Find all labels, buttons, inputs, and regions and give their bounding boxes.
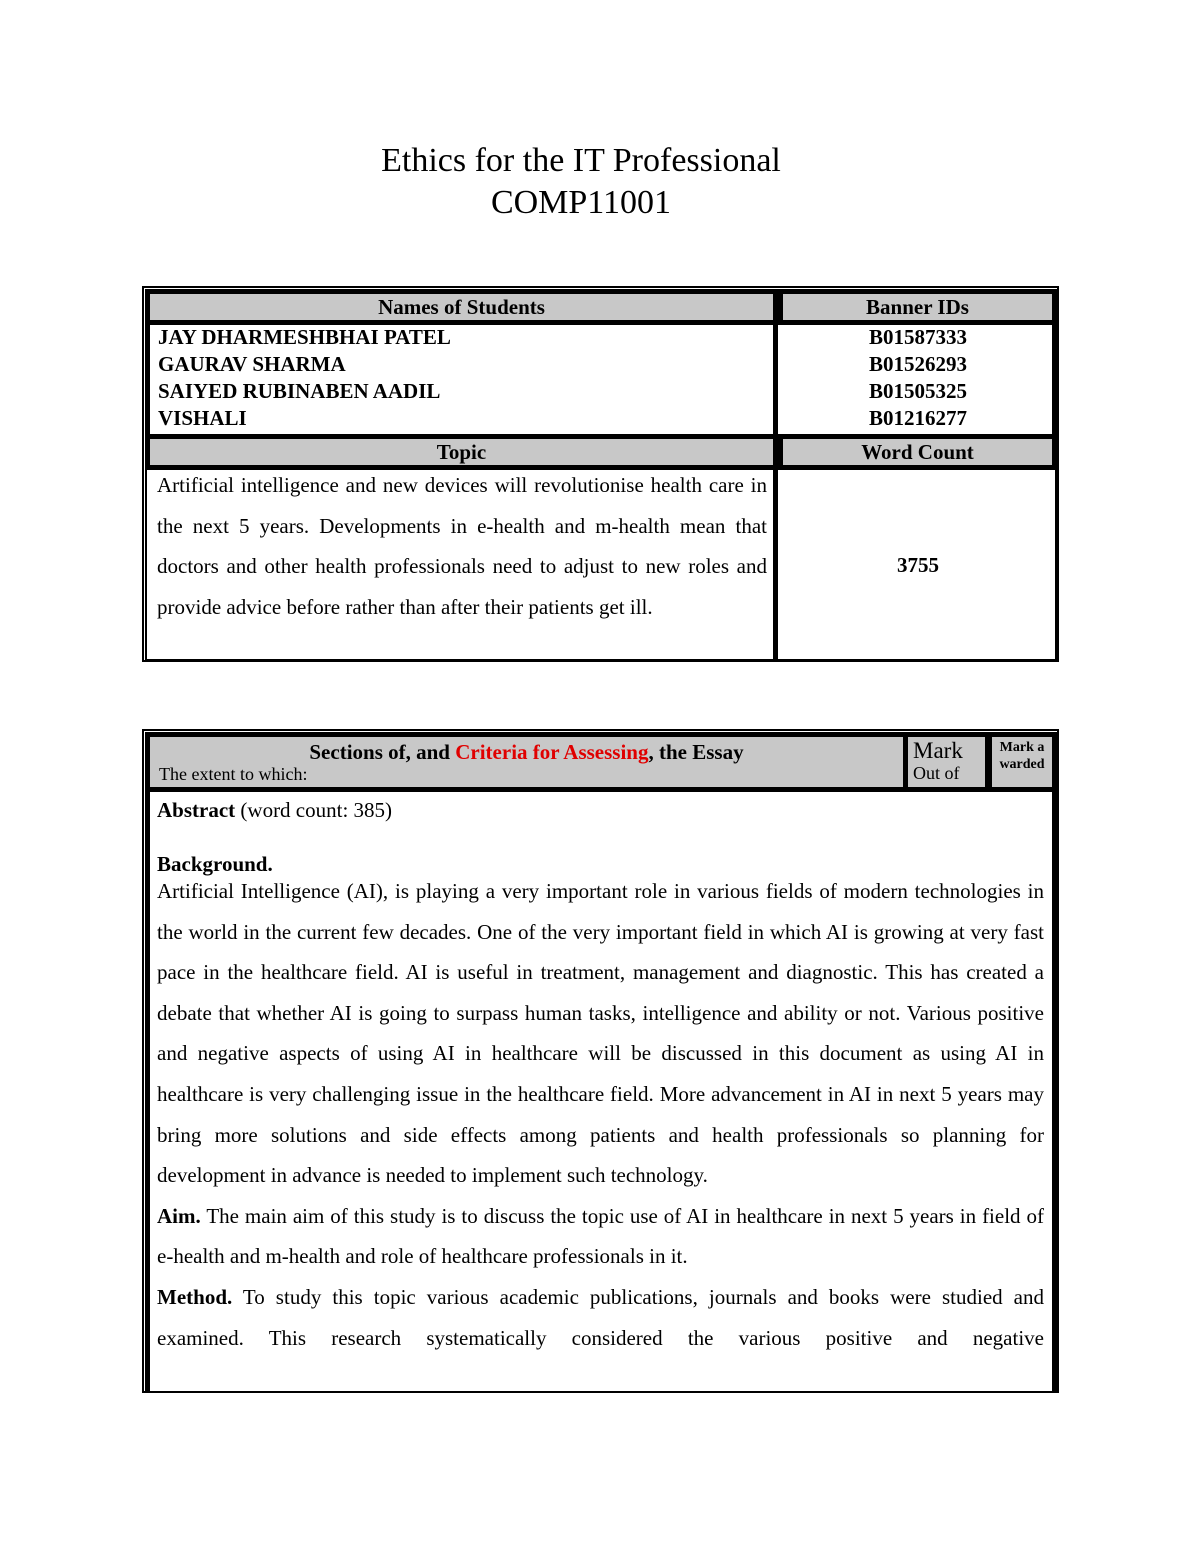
student-name: JAY DHARMESHBHAI PATEL: [158, 325, 451, 349]
abstract-heading: [157, 796, 1044, 824]
abstract-label: Abstract: [157, 798, 236, 822]
wordcount-header-label: Word Count: [861, 440, 974, 464]
banner-id: B01587333: [868, 325, 967, 349]
student-name: VISHALI: [158, 406, 247, 430]
out-of-label: Out of: [913, 763, 960, 783]
criteria-header: [145, 732, 908, 792]
criteria-subheader: The extent to which:: [159, 764, 308, 784]
student-name: GAURAV SHARMA: [158, 352, 346, 376]
course-code: COMP11001: [490, 184, 672, 221]
aim-paragraph: [157, 1196, 1044, 1277]
background-paragraph: Artificial Intelligence (AI), is playing a very important role in various fields of modern technologies in the world in the current few decades. One of the very important field in which AI is growing at very fast pace in the healthcare field. AI is useful in treatment, management and diagnostic. This has created a debate that whether AI is going to surpass human tasks, intelligence and ability or not. Various positive and negative aspects of using AI in healthcare will be discussed in this document as using AI in healthcare is very challenging issue in the healthcare field. More advancement in AI in next 5 years may bring more solutions and side effects among patients and health professionals so planning for development in advance is needed to implement such technology.: [157, 879, 1044, 1188]
document-title-block: [0, 140, 1162, 224]
document-title: Ethics for the IT Professional: [381, 142, 781, 179]
student-names: [148, 324, 784, 432]
mark-header: [908, 732, 990, 792]
student-name: SAIYED RUBINABEN AADIL: [158, 379, 441, 403]
method-paragraph: [157, 1277, 1044, 1358]
awarded-label: Mark awarded: [999, 740, 1045, 772]
ids-header-label: Banner IDs: [866, 295, 969, 319]
aim-text: The main aim of this study is to discuss the topic use of AI in healthcare in next 5 years in field of e-health and m-health and role of healthcare professionals in it.: [157, 1203, 1044, 1269]
method-label: Method.: [157, 1284, 233, 1309]
criteria-heading-part: Sections of, and: [309, 740, 456, 764]
method-text: To study this topic various academic publications, journals and books were studied and examined. This research systematically considered the various positive and negative: [157, 1284, 1044, 1350]
abstract-word-count: (word count: 385): [235, 798, 393, 822]
aim-label: Aim.: [157, 1203, 201, 1228]
criteria-heading: [150, 737, 903, 764]
wordcount-header: [778, 434, 1057, 470]
word-count-value: 3755: [897, 553, 939, 577]
background-label: Background.: [157, 852, 273, 876]
mark-label: Mark: [913, 738, 963, 763]
names-header-label: Names of Students: [378, 295, 545, 319]
banner-id: B01505325: [868, 379, 967, 403]
topic-text: Artificial intelligence and new devices will revolutionise health care in the next 5 years. Developments in e-health and m-health mean that doctors and other health professionals need to adjust to new roles and provide advice before rather than after their patients get ill.: [157, 473, 767, 619]
topic-header-label: Topic: [436, 440, 487, 464]
banner-id: B01216277: [868, 406, 967, 430]
abstract-section: [157, 796, 1044, 1358]
awarded-header: [990, 732, 1057, 792]
banner-ids: [782, 324, 1054, 432]
criteria-heading-highlight: Criteria for Assessing: [455, 740, 649, 764]
criteria-heading-part: , the Essay: [648, 740, 744, 764]
banner-id: B01526293: [868, 352, 967, 376]
